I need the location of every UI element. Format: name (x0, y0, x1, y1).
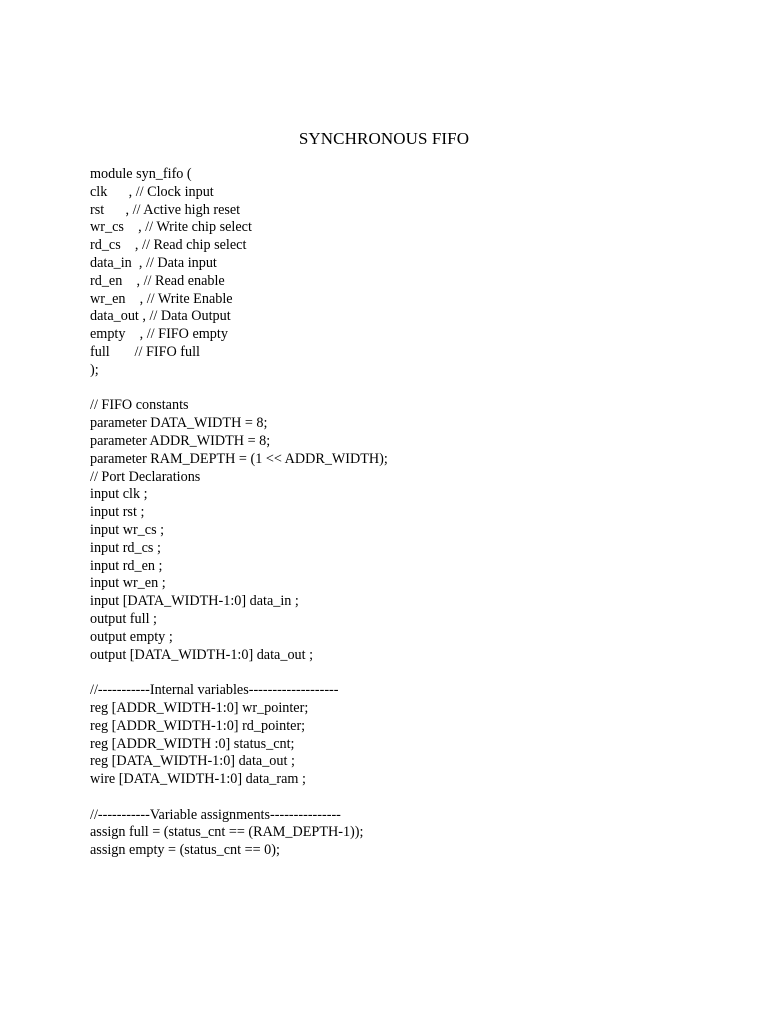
code-line: rd_en , // Read enable (90, 272, 225, 289)
code-line: assign empty = (status_cnt == 0); (90, 842, 280, 859)
code-line: input wr_cs ; (90, 521, 165, 538)
code-line: reg [ADDR_WIDTH-1:0] wr_pointer; (90, 699, 309, 716)
code-line: input wr_en ; (90, 575, 166, 592)
code-line: ); (90, 361, 99, 378)
code-line: assign full = (status_cnt == (RAM_DEPTH-1)); (90, 824, 364, 841)
code-body (90, 166, 388, 860)
blank-line (90, 789, 388, 807)
code-line: input rd_en ; (90, 557, 163, 574)
code-line: reg [DATA_WIDTH-1:0] data_out ; (90, 753, 295, 770)
code-line: reg [ADDR_WIDTH-1:0] rd_pointer; (90, 717, 306, 734)
code-line: //-----------Variable assignments--------------- (90, 806, 341, 823)
code-line: full // FIFO full (90, 343, 200, 360)
code-line: reg [ADDR_WIDTH :0] status_cnt; (90, 735, 295, 752)
code-line: parameter DATA_WIDTH = 8; (90, 415, 268, 432)
code-line: clk , // Clock input (90, 183, 214, 200)
code-line: empty , // FIFO empty (90, 326, 228, 343)
document-title: SYNCHRONOUS FIFO (298, 129, 470, 148)
internal-variables-block (90, 682, 388, 789)
code-line: data_out , // Data Output (90, 308, 231, 325)
code-line: // Port Declarations (90, 468, 201, 485)
code-line: parameter ADDR_WIDTH = 8; (90, 432, 271, 449)
code-line: rd_cs , // Read chip select (90, 237, 247, 254)
code-line: input clk ; (90, 486, 148, 503)
code-line: output full ; (90, 610, 157, 627)
code-line: output empty ; (90, 628, 173, 645)
code-line: input rd_cs ; (90, 539, 161, 556)
code-line: output [DATA_WIDTH-1:0] data_out ; (90, 646, 314, 663)
code-line: input [DATA_WIDTH-1:0] data_in ; (90, 593, 299, 610)
code-line: rst , // Active high reset (90, 201, 241, 218)
code-line: module syn_fifo ( (90, 166, 192, 182)
constants-block (90, 397, 388, 664)
code-line: wr_cs , // Write chip select (90, 219, 252, 236)
code-line: data_in , // Data input (90, 254, 217, 271)
code-line: wr_en , // Write Enable (90, 290, 233, 307)
module-header-block (90, 166, 388, 380)
code-line: input rst ; (90, 504, 145, 521)
blank-line (90, 380, 388, 398)
assignments-block (90, 807, 388, 860)
code-line: //-----------Internal variables------------------- (90, 682, 339, 699)
code-line: wire [DATA_WIDTH-1:0] data_ram ; (90, 771, 306, 788)
code-line: parameter RAM_DEPTH = (1 << ADDR_WIDTH); (90, 450, 388, 467)
code-line: // FIFO constants (90, 397, 189, 414)
blank-line (90, 664, 388, 682)
